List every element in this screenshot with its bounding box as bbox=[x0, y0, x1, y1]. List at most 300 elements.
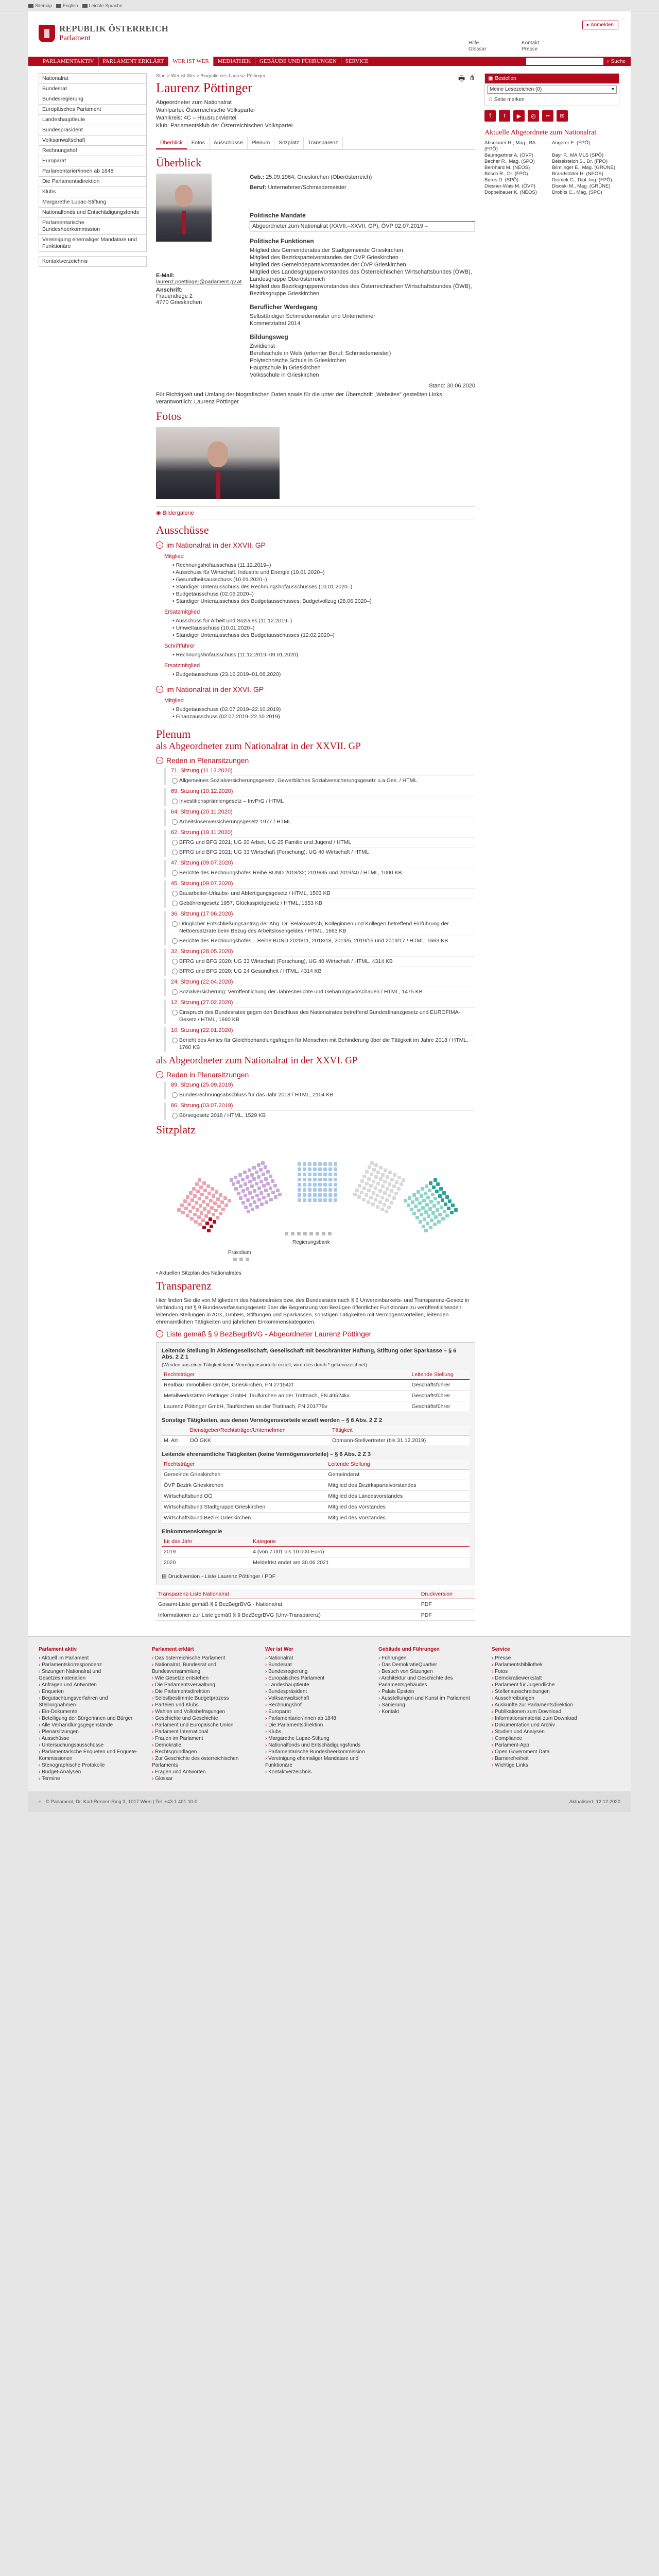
footer-link[interactable]: › Besuch von Sitzungen bbox=[378, 1668, 481, 1675]
footer-link[interactable]: › Parlament für Jugendliche bbox=[492, 1682, 595, 1688]
tab-plenum[interactable]: Plenum bbox=[248, 137, 275, 149]
footer-link[interactable]: › Demokratiewerkstatt bbox=[492, 1675, 595, 1682]
rede-item[interactable]: Bericht des Amtes für Gleichbehandlungsfragen für Menschen mit Behinderung über die Tätigkeit im Jahre 2018 / HTML, 1760 KB bbox=[171, 1035, 475, 1052]
tab-transparenz[interactable]: Transparenz bbox=[304, 137, 343, 149]
tab-fotos[interactable]: Fotos bbox=[187, 137, 210, 149]
footer-link[interactable]: › Die Parlamentsdirektion bbox=[152, 1688, 255, 1695]
twitter-icon[interactable]: t bbox=[499, 110, 510, 122]
footer-link[interactable]: › Parlament und Europäische Union bbox=[152, 1722, 255, 1728]
social-links bbox=[484, 110, 619, 122]
sitzung-title[interactable]: 69. Sitzung (10.12.2020) bbox=[171, 788, 233, 794]
job-label: Beruf: bbox=[250, 184, 267, 191]
seat bbox=[431, 1211, 435, 1215]
seat bbox=[381, 1184, 385, 1188]
abgeordnete-link[interactable]: Bayr P., MA MLS (SPÖ) bbox=[552, 152, 604, 158]
mail-icon[interactable]: ✉ bbox=[557, 110, 568, 122]
footer-link[interactable]: › Untersuchungsausschüsse bbox=[39, 1742, 142, 1749]
seat bbox=[385, 1210, 388, 1213]
leftnav-item[interactable]: Bundesregierung bbox=[39, 94, 147, 104]
footer-link[interactable]: › Parlamentskorrespondenz bbox=[39, 1662, 142, 1668]
seat bbox=[303, 1178, 306, 1181]
seat bbox=[323, 1167, 327, 1171]
nav-parlamentaktiv[interactable]: PARLAMENTAKTIV bbox=[39, 57, 99, 66]
nav-wer-ist-wer[interactable]: WER IST WER bbox=[168, 57, 213, 66]
chevron-down-icon: ▾ bbox=[611, 87, 614, 92]
footer-link[interactable]: › Kontakt bbox=[378, 1708, 481, 1715]
nav-service[interactable]: SERVICE bbox=[341, 57, 373, 66]
seat bbox=[246, 1198, 250, 1202]
bildergalerie-link[interactable] bbox=[156, 506, 475, 519]
minus-icon: − bbox=[156, 757, 163, 764]
function-item: Mitglied des Gemeindeparteivorstandes der ÖVP Grieskirchen bbox=[250, 262, 406, 268]
footer-link[interactable]: › Nationalrat, Bundesrat und Bundesversammlung bbox=[152, 1662, 255, 1675]
footer-link[interactable]: › Das österreichische Parlament bbox=[152, 1655, 255, 1662]
footer-link[interactable]: › Führungen bbox=[378, 1655, 481, 1662]
footer-link[interactable]: › Dokumentation und Archiv bbox=[492, 1722, 595, 1728]
login-button[interactable] bbox=[582, 21, 618, 29]
seat bbox=[194, 1220, 198, 1224]
bookmark-select-value: Meine Lesezeichen (0) bbox=[490, 87, 542, 92]
col-header: Leitende Stellung bbox=[326, 1460, 470, 1469]
footer-link[interactable]: › Parlamentsbibliothek bbox=[492, 1662, 595, 1668]
footer-link[interactable]: › Kontaktverzeichnis bbox=[265, 1769, 368, 1775]
merken-link[interactable] bbox=[485, 96, 619, 106]
footer-link[interactable]: › Vereinigung ehemaliger Mandatare und Funktionäre bbox=[265, 1755, 368, 1769]
leftnav-item[interactable]: Volksanwaltschaft bbox=[39, 135, 147, 145]
sitzung-title[interactable]: 64. Sitzung (20.11.2020) bbox=[171, 809, 233, 815]
footer-link[interactable]: › Ausschüsse bbox=[39, 1735, 142, 1742]
youtube-icon[interactable]: ▶ bbox=[513, 110, 525, 122]
rede-item[interactable]: Sozialversicherung: Veröffentlichung der Jahresberichte und Gebarungsvorschauen / HTML, 1475 KB bbox=[171, 987, 475, 996]
seat bbox=[313, 1183, 317, 1187]
abgeordnete-link[interactable]: Drobits C., Mag. (SPÖ) bbox=[552, 190, 602, 195]
sitzung-title[interactable]: 45. Sitzung (09.07.2020) bbox=[171, 880, 233, 887]
footer-link[interactable]: › Palais Epstein bbox=[378, 1688, 481, 1695]
table-row bbox=[162, 1491, 470, 1502]
seat bbox=[334, 1167, 337, 1171]
abgeordnete-link[interactable]: Absolauer H., Mag., BA (FPÖ) bbox=[484, 140, 535, 152]
leftnav-item[interactable]: Klubs bbox=[39, 187, 147, 197]
nav-mediathek[interactable]: MEDIATHEK bbox=[214, 57, 255, 66]
sitzung-title[interactable]: 89. Sitzung (25.09.2019) bbox=[171, 1082, 233, 1088]
table-row bbox=[162, 1557, 470, 1568]
footer-column bbox=[39, 1646, 142, 1782]
regierungsbank-label: Regierungsbank bbox=[292, 1240, 330, 1245]
leftnav-item[interactable]: Landeshauptleute bbox=[39, 114, 147, 125]
seat bbox=[390, 1201, 393, 1205]
sitemap-link[interactable]: Sitemap bbox=[28, 3, 52, 8]
seat bbox=[247, 1210, 250, 1213]
seat bbox=[255, 1171, 258, 1174]
rede-item[interactable]: Gebührengesetz 1957, Glücksspielgesetz / HTML, 1553 KB bbox=[171, 898, 475, 908]
footer-link[interactable]: › Presse bbox=[492, 1655, 595, 1662]
instagram-icon[interactable]: ◎ bbox=[528, 110, 539, 122]
table4-title: Einkommenskategorie bbox=[162, 1529, 222, 1535]
seat bbox=[388, 1194, 391, 1197]
footer-link[interactable]: › Ausschreibungen bbox=[492, 1695, 595, 1702]
seat bbox=[438, 1213, 442, 1216]
seat bbox=[298, 1178, 301, 1181]
table-cell: Gesamt-Liste gemäß § 9 BezBegrBVG - Nationalrat bbox=[156, 1599, 419, 1610]
sitzung-title[interactable]: 24. Sitzung (22.04.2020) bbox=[171, 979, 233, 985]
footer-link[interactable]: › Informationsmaterial zum Download bbox=[492, 1715, 595, 1722]
seat bbox=[386, 1175, 389, 1179]
abgeordnete-link[interactable]: Becher R., Mag. (SPÖ) bbox=[484, 159, 535, 164]
footer-link[interactable]: › Europarat bbox=[265, 1708, 368, 1715]
rede-item[interactable]: Berichte des Rechnungshofes Reihe BUND 2018/32; 2019/35 und 2019/40 / HTML, 1000 KB bbox=[171, 868, 475, 877]
seat bbox=[372, 1191, 375, 1195]
seat bbox=[199, 1204, 202, 1208]
sitzung-block bbox=[164, 809, 475, 826]
seat bbox=[367, 1189, 371, 1192]
footer-link[interactable]: › Parlamentarier/innen ab 1848 bbox=[265, 1715, 368, 1722]
leftnav-item[interactable]: Vereinigung ehemaliger Mandatare und Funktionäre bbox=[39, 234, 147, 252]
seat bbox=[380, 1196, 384, 1199]
updated-text: Aktualisiert: 12.12.2020 bbox=[569, 1799, 620, 1805]
leftnav-item[interactable]: Nationalrat bbox=[39, 73, 147, 83]
hilfe-link[interactable]: Hilfe bbox=[469, 40, 479, 46]
leftnav-item[interactable]: Bundesrat bbox=[39, 83, 147, 94]
seat bbox=[445, 1214, 449, 1217]
seat bbox=[252, 1166, 256, 1170]
footer-link[interactable]: › Parlamentarische Bundesheerkommission bbox=[265, 1749, 368, 1755]
footer-link[interactable]: › Enqueten bbox=[39, 1688, 142, 1695]
help-links bbox=[469, 40, 486, 53]
seat bbox=[255, 1205, 259, 1209]
praesidium-label: Präsidium bbox=[228, 1250, 251, 1256]
sitemap-icon bbox=[28, 4, 33, 8]
seat bbox=[205, 1222, 209, 1225]
seat bbox=[298, 1183, 301, 1187]
seat bbox=[213, 1201, 217, 1205]
leftnav-item[interactable]: Nationalfonds und Entschädigungsfonds bbox=[39, 207, 147, 217]
rede-item[interactable]: Allgemeines Sozialversicherungsgesetz, Gewerbliches Sozialversicherungsgesetz u.a.Ges. / HTML bbox=[171, 775, 475, 785]
footer-link[interactable]: › Studien und Analysen bbox=[492, 1728, 595, 1735]
sitzung-title[interactable]: 47. Sitzung (09.07.2020) bbox=[171, 860, 233, 866]
seat bbox=[318, 1178, 322, 1181]
rede-item[interactable]: Arbeitslosenversicherungsgesetz 1977 / HTML bbox=[171, 817, 475, 826]
table-cell: Geschäftsführer bbox=[410, 1391, 470, 1401]
kontakt-link[interactable]: Kontakt bbox=[522, 40, 539, 46]
rede-item[interactable]: Dringlicher Entschließungsantrag der Abg. Dr. Belakowitsch, Kolleginnen und Kollegen betreffend Einführung der Nettoersatzrate beim Bezug des Arbeitslosengeldes / HTML, 1663 KB bbox=[171, 919, 475, 936]
sitzung-title[interactable]: 86. Sitzung (03.07.2019) bbox=[171, 1103, 233, 1109]
gp26-toggle[interactable] bbox=[156, 685, 475, 693]
seat bbox=[411, 1200, 414, 1204]
footer-link[interactable]: › Das DemokratieQuartier bbox=[378, 1662, 481, 1668]
leftnav-item[interactable]: Bundespräsident bbox=[39, 125, 147, 135]
regierungsbank-seat bbox=[316, 1232, 319, 1235]
footer-link[interactable]: › Fragen und Antworten bbox=[152, 1769, 255, 1775]
leftnav-item[interactable]: Europäisches Parlament bbox=[39, 104, 147, 114]
sitzung-title[interactable]: 36. Sitzung (17.06.2020) bbox=[171, 911, 233, 917]
leftnav-item[interactable]: Die Parlamentsdirektion bbox=[39, 176, 147, 187]
seat bbox=[428, 1189, 431, 1192]
tab-sitzplatz[interactable]: Sitzplatz bbox=[274, 137, 304, 149]
top-utility-bar bbox=[0, 0, 659, 11]
email-link[interactable]: laurenz.poettinger@parlament.gv.at bbox=[156, 279, 242, 285]
table-einkommen bbox=[162, 1537, 470, 1568]
abgeordnete-link[interactable]: Bösch R., Dr. (FPÖ) bbox=[484, 171, 528, 177]
committee-item: • Ausschuss für Arbeit und Soziales (11.12.2019–) bbox=[172, 617, 475, 624]
committee-item: • Budgetausschuss (23.10.2019–01.06.2020) bbox=[172, 671, 475, 678]
footer-link[interactable]: › Zur Geschichte des österreichischen Parlaments bbox=[152, 1755, 255, 1769]
footer-link[interactable]: › Klubs bbox=[265, 1728, 368, 1735]
footer-link[interactable]: › Plenarsitzungen bbox=[39, 1728, 142, 1735]
footer-link[interactable]: › Nationalfonds und Entschädigungsfonds bbox=[265, 1742, 368, 1749]
table-row bbox=[162, 1502, 470, 1513]
footer-link[interactable]: › Stenographische Protokolle bbox=[39, 1762, 142, 1769]
glossar-link[interactable]: Glossar bbox=[469, 46, 487, 52]
table-cell: Mitglied des Vorstandes bbox=[326, 1502, 470, 1513]
sitzung-title[interactable]: 32. Sitzung (28.05.2020) bbox=[171, 948, 233, 955]
share-icon[interactable]: ⋔ bbox=[469, 73, 475, 81]
footer-link[interactable]: › Auskünfte zur Parlamentsdirektion bbox=[492, 1702, 595, 1708]
reden27-toggle[interactable] bbox=[156, 756, 475, 765]
seat bbox=[424, 1229, 428, 1232]
rede-item[interactable]: Berichte des Rechnungshofes – Reihe BUND 2020/11, 2018/18, 2019/5, 2019/15 und 2019/17 / HTML, 1663 KB bbox=[171, 936, 475, 945]
sitzung-block bbox=[164, 948, 475, 976]
footer-link[interactable]: › Glossar bbox=[152, 1775, 255, 1782]
search-input[interactable] bbox=[526, 58, 603, 65]
rede-item[interactable]: BFRG und BFG 2020; UG 33 Wirtschaft (Forschung), UG 40 Wirtschaft / HTML, 4314 KB bbox=[171, 956, 475, 966]
abgeordnete-link[interactable]: Deimek G., Dipl.-Ing. (FPÖ) bbox=[552, 177, 612, 183]
english-link[interactable]: English bbox=[56, 3, 78, 8]
bestellen-button[interactable] bbox=[485, 74, 619, 83]
abgeordnete-link[interactable]: Blimlinger E., Mag. (GRÜNE) bbox=[552, 165, 615, 171]
person-intro bbox=[156, 99, 475, 130]
footer-link[interactable]: › Barrierefreiheit bbox=[492, 1755, 595, 1762]
seat bbox=[376, 1205, 379, 1209]
footer-link[interactable]: › Sanierung bbox=[378, 1702, 481, 1708]
abgeordnete-link[interactable]: Diesner-Wais M. (ÖVP) bbox=[484, 183, 535, 189]
footer-heading[interactable]: Parlament erklärt bbox=[152, 1647, 194, 1652]
footer-link[interactable]: › Wie Gesetze entstehen bbox=[152, 1675, 255, 1682]
seat bbox=[444, 1202, 447, 1206]
seat bbox=[323, 1188, 327, 1192]
footer-column bbox=[152, 1646, 255, 1782]
footer-link[interactable]: › Selbstbestimmte Budgetprozess bbox=[152, 1695, 255, 1702]
birth-label: Geb.: bbox=[250, 174, 265, 180]
footer-column bbox=[492, 1646, 595, 1782]
sitzung-block bbox=[164, 999, 475, 1024]
footer-link[interactable]: › Anfragen und Antworten bbox=[39, 1682, 142, 1688]
seat bbox=[248, 1191, 252, 1195]
rede-item[interactable]: Börsegesetz 2018 / HTML, 1529 KB bbox=[171, 1110, 475, 1120]
gallery-photo[interactable] bbox=[156, 427, 280, 499]
committee-item: • Budgetausschuss (02.07.2019–22.10.2019) bbox=[172, 706, 475, 713]
flickr-icon[interactable]: •• bbox=[542, 110, 553, 122]
leichte-sprache-link[interactable]: Leichte Sprache bbox=[82, 3, 123, 8]
overview-heading: Überblick bbox=[156, 156, 201, 169]
footer-link[interactable]: › Die Parlamentsverwaltung bbox=[152, 1682, 255, 1688]
sitzung-block bbox=[164, 1103, 475, 1120]
gp27-toggle[interactable] bbox=[156, 541, 475, 549]
seat bbox=[372, 1168, 376, 1172]
footer-link[interactable]: › Wahlen und Volksbefragungen bbox=[152, 1708, 255, 1715]
footer-link[interactable]: › Bundesrat bbox=[265, 1662, 368, 1668]
pdf-icon: ▤ bbox=[162, 1573, 168, 1580]
seat bbox=[271, 1191, 275, 1194]
footer-link[interactable]: › Frauen im Parlament bbox=[152, 1735, 255, 1742]
rede-item[interactable]: BFRG und BFG 2021; UG 20 Arbeit, UG 25 Familie und Jugend / HTML bbox=[171, 837, 475, 847]
abgeordnete-link[interactable]: Brandstötter H. (NEOS) bbox=[552, 171, 603, 177]
seat bbox=[241, 1189, 245, 1193]
facebook-icon[interactable]: f bbox=[484, 110, 496, 122]
education-item: Zivildienst bbox=[250, 343, 275, 349]
footer-link[interactable]: › Geschichte und Geschichte bbox=[152, 1715, 255, 1722]
abgeordnete-link[interactable]: Baumgartner A. (ÖVP) bbox=[484, 152, 534, 158]
abgeordnete-link[interactable]: Bernhard M. (NEOS) bbox=[484, 165, 530, 171]
seat bbox=[420, 1213, 423, 1216]
druckversion-link[interactable] bbox=[162, 1573, 470, 1580]
footer-link[interactable]: › Wichtige Links bbox=[492, 1762, 595, 1769]
abgeordnete-link[interactable]: Angerer E. (FPÖ) bbox=[552, 140, 590, 146]
seat bbox=[383, 1191, 387, 1195]
print-icon[interactable]: 🖶 bbox=[458, 74, 465, 82]
seat bbox=[372, 1180, 375, 1183]
footer-link[interactable]: › Stellenausschreibungen bbox=[492, 1688, 595, 1695]
footer-heading[interactable]: Service bbox=[492, 1647, 510, 1652]
footer-link[interactable]: › Ausstellungen und Kunst im Parlament bbox=[378, 1695, 481, 1702]
minus-icon: − bbox=[156, 541, 163, 549]
leftnav-item[interactable]: Parlamentarier/innen ab 1848 bbox=[39, 166, 147, 176]
seat bbox=[358, 1184, 361, 1188]
sitzung-title[interactable]: 12. Sitzung (27.02.2020) bbox=[171, 999, 233, 1006]
function-item: Mitglied des Landesgruppenvorstandes des Österreichischen Wirtschaftsbundes (ÖWB), Landesgruppe Oberösterreich bbox=[250, 269, 472, 282]
footer-link[interactable]: › Compliance bbox=[492, 1735, 595, 1742]
leftnav-kontaktverzeichnis[interactable]: Kontaktverzeichnis bbox=[39, 256, 147, 267]
seat bbox=[201, 1218, 205, 1222]
footer-link[interactable]: › Bundesregierung bbox=[265, 1668, 368, 1675]
abgeordnete-link[interactable]: Doppelbauer K. (NEOS) bbox=[484, 190, 537, 195]
seat bbox=[196, 1208, 199, 1212]
rede-item[interactable]: Investitionsprämiengesetz – InvPrG / HTML bbox=[171, 796, 475, 806]
abgeordnete-link[interactable]: Beiselsteich S., Dr. (FPÖ) bbox=[552, 159, 608, 164]
site-logo[interactable] bbox=[39, 24, 168, 43]
footer-link[interactable]: › Architektur und Geschichte des Parlamentsgebäudes bbox=[378, 1675, 481, 1688]
rede-item[interactable]: Einspruch des Bundesrates gegen den Beschluss des Nationalrates betreffend Bundesfinanzgesetz und EUROFIMA-Gesetz / HTML, 1660 KB bbox=[171, 1007, 475, 1024]
footer-heading[interactable]: Gebäude und Führungen bbox=[378, 1647, 440, 1652]
footer-link[interactable]: › Parlamentarische Enqueten und Enquete-Kommissionen bbox=[39, 1749, 142, 1762]
sitzung-title[interactable]: 62. Sitzung (19.11.2020) bbox=[171, 829, 233, 836]
footer-link[interactable]: › Fotos bbox=[492, 1668, 595, 1675]
search-button[interactable] bbox=[606, 59, 626, 64]
seat bbox=[239, 1196, 242, 1200]
leftnav-item[interactable]: Margarethe Lupac-Stiftung bbox=[39, 197, 147, 207]
seat bbox=[318, 1167, 322, 1171]
footer-link[interactable]: › Demokratie bbox=[152, 1742, 255, 1749]
education-item: Berufsschule in Wels (erlernter Beruf: Schmiedemeister) bbox=[250, 350, 391, 357]
seat bbox=[303, 1167, 306, 1171]
seat bbox=[365, 1182, 369, 1185]
seat bbox=[246, 1175, 249, 1179]
footer-link[interactable]: › Sitzungen Nationalrat und Gesetzesmaterialien bbox=[39, 1668, 142, 1682]
footer-link[interactable]: › Budget-Analysen bbox=[39, 1769, 142, 1775]
seat bbox=[248, 1180, 252, 1183]
footer-link[interactable]: › Parlament International bbox=[152, 1728, 255, 1735]
abgeordnete-link[interactable]: Disoski M., Mag. (GRÜNE) bbox=[552, 183, 611, 189]
liste-toggle[interactable] bbox=[156, 1330, 475, 1338]
seatplan-link[interactable]: • Aktuellen Sitzplan des Nationalrates bbox=[156, 1270, 241, 1276]
footer-link[interactable]: › Rechnungshof bbox=[265, 1702, 368, 1708]
seat bbox=[198, 1223, 202, 1226]
footer-link[interactable]: › Open Government Data bbox=[492, 1749, 595, 1755]
footer-link[interactable]: › Parlament-App bbox=[492, 1742, 595, 1749]
seat bbox=[313, 1193, 317, 1197]
reden26-toggle[interactable] bbox=[156, 1071, 475, 1079]
rede-item[interactable]: Bauarbeiter-Urlaubs- und Abfertigungsgesetz / HTML, 1503 KB bbox=[171, 888, 475, 898]
footer-link[interactable]: › Nationalrat bbox=[265, 1655, 368, 1662]
praesidium-seat bbox=[233, 1258, 237, 1261]
table-row bbox=[156, 1610, 475, 1621]
sitzung-title[interactable]: 71. Sitzung (11.12.2020) bbox=[171, 768, 233, 774]
seat bbox=[388, 1171, 392, 1174]
seat bbox=[190, 1198, 194, 1202]
rede-item[interactable]: BFRG und BFG 2021; UG 33 Wirtschaft (Forschung), UG 40 Wirtschaft / HTML bbox=[171, 847, 475, 857]
table-row bbox=[162, 1513, 470, 1523]
footer-link[interactable]: › Beteiligung der Bürgerinnen und Bürger bbox=[39, 1715, 142, 1722]
footer-link[interactable]: › Landeshauptleute bbox=[265, 1682, 368, 1688]
seat bbox=[303, 1193, 306, 1197]
presse-link[interactable]: Presse bbox=[522, 46, 538, 52]
tab-ueberblick[interactable]: Überblick bbox=[156, 137, 187, 149]
footer-link[interactable]: › Termine bbox=[39, 1775, 142, 1782]
sitzung-title[interactable]: 10. Sitzung (22.01.2020) bbox=[171, 1027, 233, 1033]
footer-link[interactable]: › Ein-Dokumente bbox=[39, 1708, 142, 1715]
footer-link[interactable]: › Europäisches Parlament bbox=[265, 1675, 368, 1682]
footer-link[interactable]: › Alle Verhandlungsgegenstände bbox=[39, 1722, 142, 1728]
footer-heading[interactable]: Parlament aktiv bbox=[39, 1647, 77, 1652]
bookmark-select[interactable] bbox=[487, 86, 617, 94]
nav-parlament-erklaert[interactable]: PARLAMENT ERKLÄRT bbox=[99, 57, 169, 66]
search-icon: ⌕ bbox=[606, 58, 610, 64]
footer-link[interactable]: › Parteien und Klubs bbox=[152, 1702, 255, 1708]
seat bbox=[203, 1207, 206, 1211]
footer-link[interactable]: › Volksanwaltschaft bbox=[265, 1695, 368, 1702]
seat bbox=[219, 1193, 222, 1197]
rede-item[interactable]: Bundesrechnungsabschluss für das Jahr 2018 / HTML, 2104 KB bbox=[171, 1090, 475, 1099]
committee-item: • Gesundheitsausschuss (10.01.2020–) bbox=[172, 576, 475, 583]
seat bbox=[367, 1200, 370, 1204]
seat bbox=[278, 1193, 282, 1196]
seat bbox=[436, 1208, 439, 1212]
footer-link[interactable]: › Begutachtungsverfahren und Stellungnahmen bbox=[39, 1695, 142, 1708]
footer-link[interactable]: › Bundespräsident bbox=[265, 1688, 368, 1695]
seat bbox=[192, 1187, 196, 1191]
seat bbox=[394, 1192, 398, 1195]
footer-link[interactable]: › Publikationen zum Download bbox=[492, 1708, 595, 1715]
leftnav-item[interactable]: Parlamentarische Bundesheerkommission bbox=[39, 217, 147, 234]
seat bbox=[202, 1200, 205, 1204]
abgeordnete-link[interactable]: Bures D. (SPÖ) bbox=[484, 177, 518, 183]
rede-item[interactable]: BFRG und BFG 2020; UG 24 Gesundheit / HTML, 4314 KB bbox=[171, 966, 475, 976]
footer-heading[interactable]: Wer ist Wer bbox=[265, 1647, 293, 1652]
footer-link[interactable]: › Rechtsgrundlagen bbox=[152, 1749, 255, 1755]
fotos-heading: Fotos bbox=[156, 410, 181, 422]
footer-link[interactable]: › Margarethe Lupac-Stiftung bbox=[265, 1735, 368, 1742]
seat bbox=[353, 1193, 357, 1196]
seat bbox=[186, 1214, 189, 1217]
login-label: Anmelden bbox=[590, 22, 614, 28]
seat bbox=[212, 1213, 215, 1216]
education-item: Hauptschule in Grieskirchen bbox=[250, 365, 321, 371]
nav-gebaeude[interactable]: GEBÄUDE UND FÜHRUNGEN bbox=[255, 57, 341, 66]
tab-ausschuesse[interactable]: Ausschüsse bbox=[210, 137, 248, 149]
footer-link[interactable]: › Aktuell im Parlament bbox=[39, 1655, 142, 1662]
footer-link[interactable]: › Die Parlamentsdirektion bbox=[265, 1722, 368, 1728]
leftnav-item[interactable]: Europarat bbox=[39, 156, 147, 166]
leftnav-item[interactable]: Rechnungshof bbox=[39, 145, 147, 156]
